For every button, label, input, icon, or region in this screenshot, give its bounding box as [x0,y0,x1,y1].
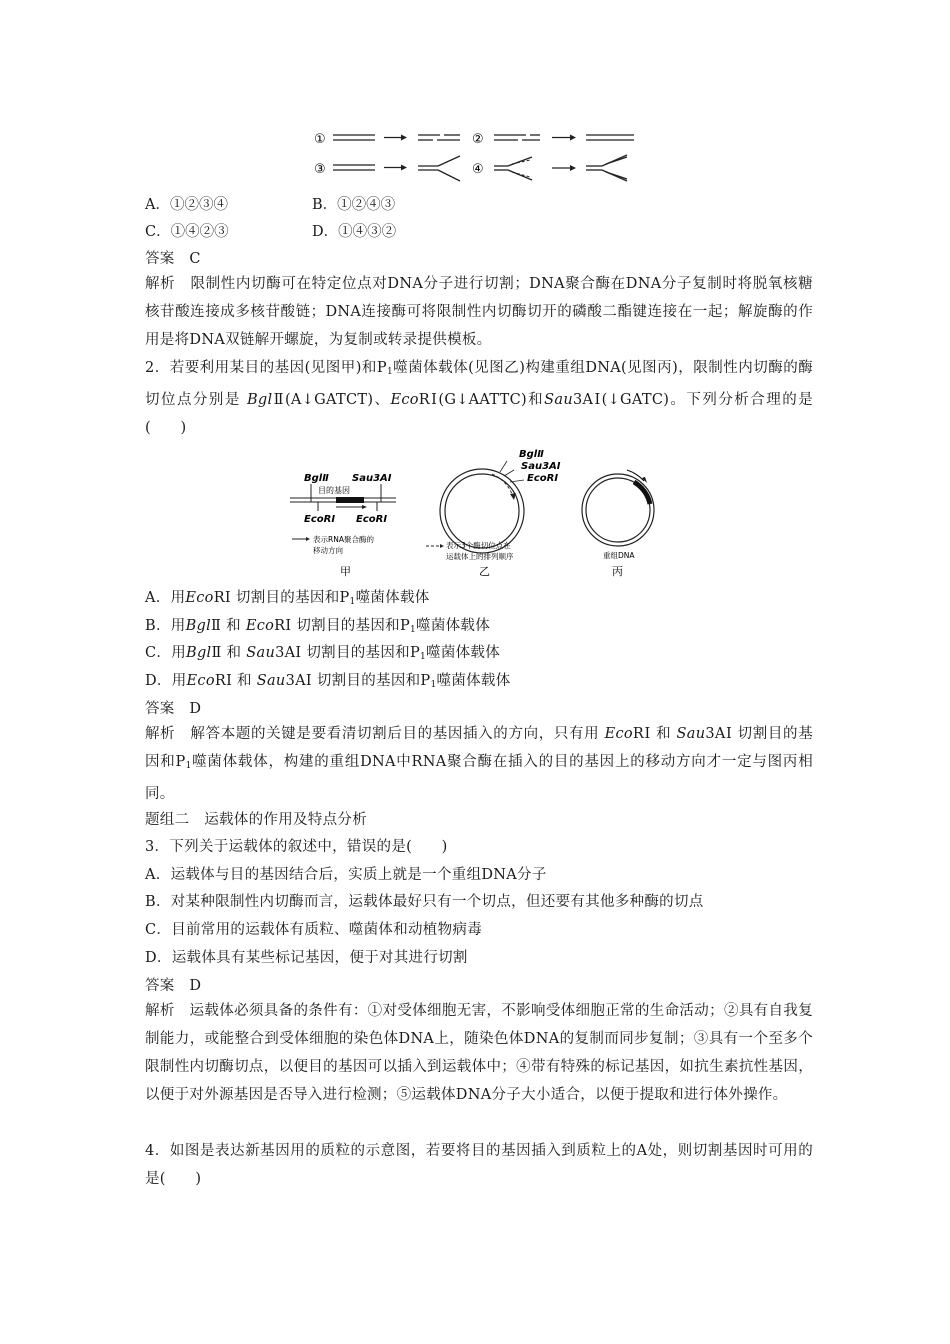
q1-answer: 答案 C [145,251,201,267]
q2-option-d: D．用EcoRⅠ 和 Sau3AⅠ 切割目的基因和$P_1$噬菌体载体 [145,673,511,690]
jia-eco2-label: EcoRⅠ [356,514,388,525]
diagram-label-1: ① [314,132,326,147]
enzyme-action-diagram [300,126,650,186]
jia-legend-2: 移动方向 [313,546,343,555]
figure-yi [426,449,561,578]
diagram-label-3: ③ [314,162,326,177]
q2-stem: 2．若要利用某目的基因(见图甲)和$P_1$噬菌体载体(见图乙)构建重组DNA(见图丙)，限制性内切酶的酶切位点分别是 BglⅡ(A↓GATCT)、EcoRⅠ(G↓AATTC)和Sau3AⅠ(↓GATC)。下列分析合理的是( ) [145,360,814,436]
q1-option-d: D．①④③② [312,224,397,240]
q1-analysis: 解析 限制性内切酶可在特定位点对DNA分子进行切割；DNA聚合酶在DNA分子复制时将脱氧核糖核苷酸连接成多核苷酸链；DNA连接酶可将限制性内切酶切开的磷酸二酯键连接在一起；解旋酶的作用是将DNA双链解开螺旋，为复制或转录提供模板。 [145,276,813,348]
bing-label: 重组DNA [603,551,635,560]
q1-option-c: C．①④②③ [145,224,229,240]
figure-jia [290,473,396,578]
yi-caption: 乙 [479,565,490,578]
q3-option-b: B．对某种限制性内切酶而言，运载体最好只有一个切点，但还要有其他多种酶的切点 [145,894,704,910]
diagram-label-2: ② [472,132,484,147]
q3-analysis: 解析 运载体必须具备的条件有：①对受体细胞无害，不影响受体细胞正常的生命活动；②具有自我复制能力，或能整合到受体细胞的染色体DNA上，随染色体DNA的复制而同步复制；③具有一个至多个限制性内切酶切点，以便目的基因可以插入到运载体中；④带有特殊的标记基因，如抗生素抗性基因，以便于对外源基因是否导入进行检测；⑤运载体DNA分子大小适合，以便于提取和进行体外操作。 [145,1003,813,1103]
jia-sau-label: Sau3AⅠ [352,473,392,484]
jia-caption: 甲 [340,565,351,578]
q1-option-a: A．①②③④ [145,197,228,213]
q4-stem: 4．如图是表达新基因用的质粒的示意图，若要将目的基因插入到质粒上的A处，则切割基因时可用的是( ) [145,1143,813,1187]
figure-bing [582,470,654,578]
yi-eco-label: EcoRⅠ [527,473,559,484]
q2-option-c: C．用BglⅡ 和 Sau3AⅠ 切割目的基因和$P_1$噬菌体载体 [145,645,501,662]
group2-title: 题组二 运载体的作用及特点分析 [145,812,367,828]
q3-answer: 答案 D [145,978,202,994]
jia-gene-label: 目的基因 [318,486,350,495]
q3-option-c: C．目前常用的运载体有质粒、噬菌体和动植物病毒 [145,922,482,938]
q3-option-a: A．运载体与目的基因结合后，实质上就是一个重组DNA分子 [145,867,547,883]
yi-legend-1: 表示3个酶切位点在 [446,541,511,550]
q3-stem: 3．下列关于运载体的叙述中，错误的是( ) [145,839,448,855]
diagram-label-4: ④ [472,162,484,177]
q1-option-b: B．①②④③ [312,197,396,213]
q2-option-a: A．用EcoRⅠ 切割目的基因和$P_1$噬菌体载体 [145,590,430,607]
q3-option-d: D．运载体具有某些标记基因，便于对其进行切割 [145,950,468,966]
q2-analysis: 解析 解答本题的关键是要看清切割后目的基因插入的方向，只有用 EcoRⅠ 和 Sau3AⅠ 切割目的基因和$P_1$噬菌体载体，构建的重组DNA中RNA聚合酶在插入的目的基因上的移动方向才一定与图丙相同。 [145,726,813,802]
q2-option-b: B．用BglⅡ 和 EcoRⅠ 切割目的基因和$P_1$噬菌体载体 [145,618,491,635]
q2-answer: 答案 D [145,701,202,717]
bing-caption: 丙 [612,565,623,578]
jia-eco1-label: EcoRⅠ [304,514,336,525]
jia-bgl-label: BglⅡ [304,473,329,484]
plasmid-figure [278,444,658,582]
yi-bgl-label: BglⅡ [519,449,544,460]
yi-legend-2: 运载体上的排列顺序 [446,552,514,561]
jia-legend-1: 表示RNA聚合酶的 [313,535,374,544]
yi-sau-label: Sau3AⅠ [521,461,561,472]
